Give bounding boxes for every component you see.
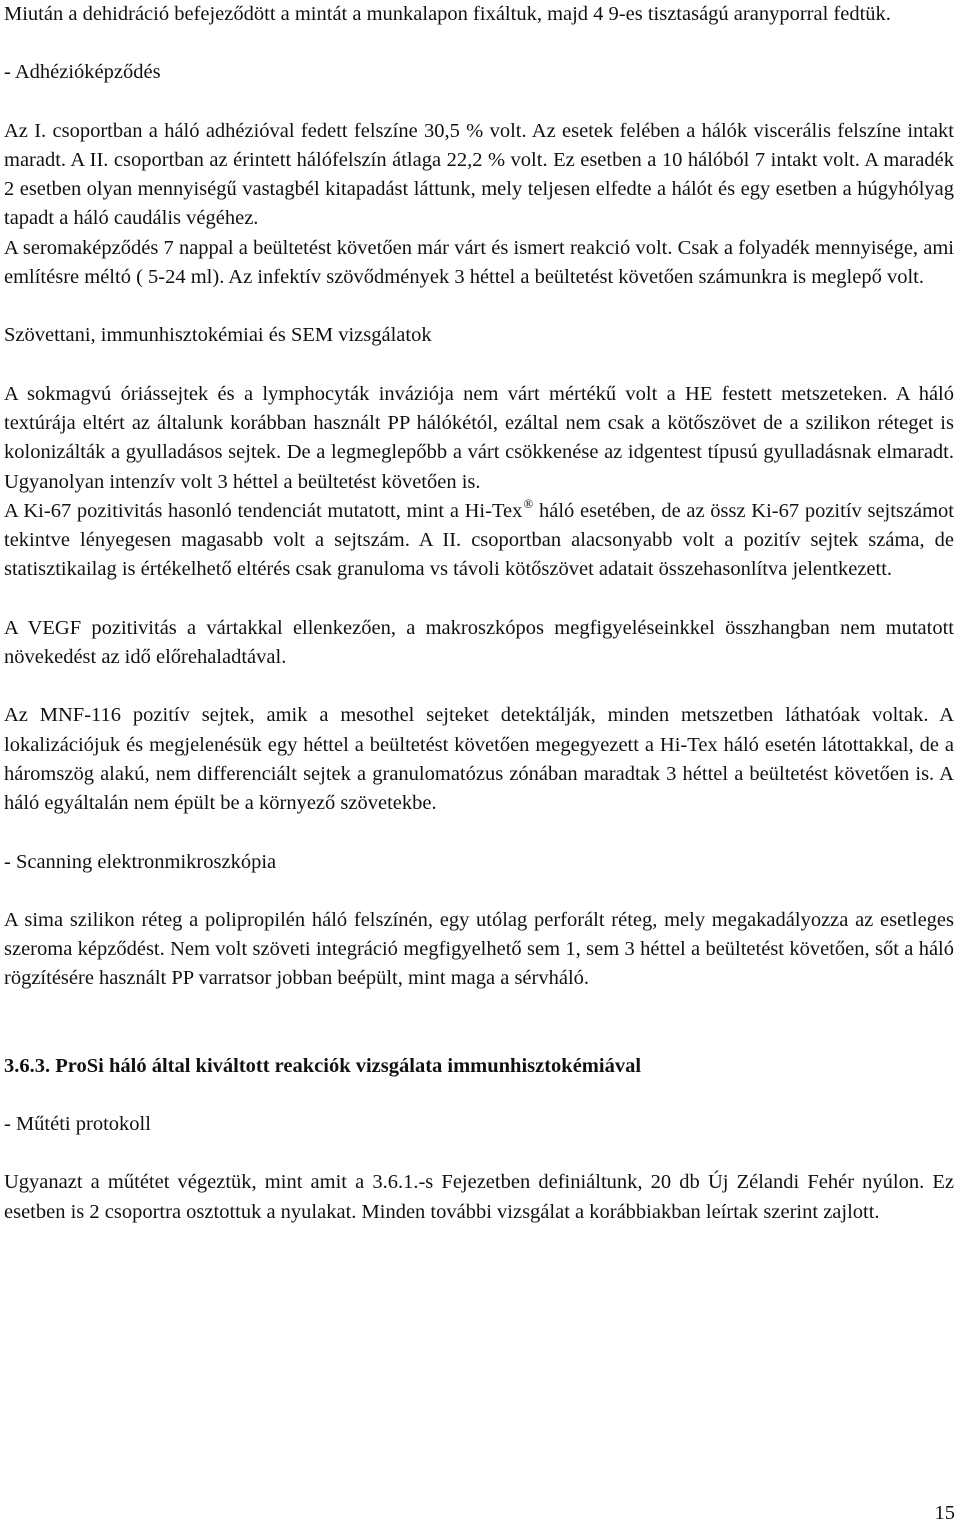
paragraph-giant-cells: A sokmagvú óriássejtek és a lymphocyták inváziója nem várt mértékű volt a HE festett metszeteken. A háló textúrája eltért az általunk korábban használt PP hálókétól, ezáltal nem csak a kötőszövet de a szilikon réteget is kolonizálták a gyulladásos sejtek. De a legmeglepőbb a várt csökkenése az idgentest típusú gyulladásnak elmaradt. Ugyanolyan intenzív volt 3 héttel a beültetést követően is. — [4, 382, 954, 493]
page-number: 15 — [934, 1502, 955, 1524]
document-page — [4, 0, 954, 1227]
registered-mark: ® — [523, 495, 534, 511]
ki67-text-part1: A Ki-67 pozitivitás hasonló tendenciát mutatott, mint a Hi-Tex — [4, 499, 523, 522]
paragraph-ki67 — [4, 497, 954, 585]
section-heading-3-6-3: 3.6.3. ProSi háló által kiváltott reakciók vizsgálata immunhisztokémiával — [4, 1054, 642, 1077]
paragraph-adhesion-results: Az I. csoportban a háló adhézióval fedett felszíne 30,5 % volt. Az esetek felében a hálók viscerális felszíne intakt maradt. A II. csoportban az érintett hálófelszín átlaga 22,2 % volt. Ez esetben a 10 hálóból 7 intakt volt. A maradék 2 esetben olyan mennyiségű vastagbél kitapadást láttunk, mely teljesen elfedte a hálót és egy esetben a húgyhólyag tapadt a háló caudális végéhez. — [4, 119, 954, 230]
paragraph-seroma: A seromaképződés 7 nappal a beültetést követően már várt és ismert reakció volt. Csak a folyadék mennyisége, ami említésre méltó ( 5-24 ml). Az infektív szövődmények 3 héttel a beültetést követően számunkra is meglepő volt. — [4, 236, 954, 289]
subheading-histology: Szövettani, immunhisztokémiai és SEM vizsgálatok — [4, 324, 432, 347]
subheading-adhesion: - Adhézióképződés — [4, 61, 161, 84]
subheading-surgical-protocol: - Műtéti protokoll — [4, 1113, 151, 1136]
paragraph-vegf: A VEGF pozitivitás a vártakkal ellenkezően, a makroszkópos megfigyeléseinkkel összhangban nem mutatott növekedést az idő előrehaladtával. — [4, 616, 954, 669]
paragraph-surgery: Ugyanazt a műtétet végeztük, mint amit a 3.6.1.-s Fejezetben definiáltunk, 20 db Új Zélandi Fehér nyúlon. Ez esetben is 2 csoportra osztottuk a nyulakat. Minden további vizsgálat a korábbiakban leírtak szerint zajlott. — [4, 1171, 954, 1223]
paragraph-mnf116: Az MNF-116 pozitív sejtek, amik a mesothel sejteket detektálják, minden metszetben láthatóak voltak. A lokalizációjuk és megjelenésük egy héttel a beültetést követően megegyezett a Hi-Tex háló esetén látottakkal, de a háromszög alakú, nem differenciált sejtek a granulomatózus zónában maradtak 3 héttel a beültetést követően is. A háló egyáltalán nem épült be a környező szövetekbe. — [4, 704, 954, 815]
paragraph-silicone-layer: A sima szilikon réteg a polipropilén háló felszínén, egy utólag perforált réteg, mely megakadályozza az esetleges szeroma képződést. Nem volt szöveti integráció megfigyelhető sem 1, sem 3 héttel a beültetést követően, sőt a háló rögzítésére használt PP varratsor jobban beépült, mint maga a sérvháló. — [4, 908, 954, 990]
ki67-text-part2: háló esetében, de az össz Ki-67 pozitív sejtszámot tekintve lényegesen magasabb volt a sejtszám. A II. csoportban alacsonyabb volt a pozitív sejtek száma, de statisztikailag is értékelhető eltérés csak granuloma vs távoli kötőszövet adatait összehasonlítva jelentkezett. — [4, 499, 954, 581]
subheading-sem: - Scanning elektronmikroszkópia — [4, 850, 277, 873]
paragraph-dehydration: Miután a dehidráció befejeződött a mintát a munkalapon fixáltuk, majd 4 9-es tisztaságú aranyporral fedtük. — [4, 3, 891, 25]
